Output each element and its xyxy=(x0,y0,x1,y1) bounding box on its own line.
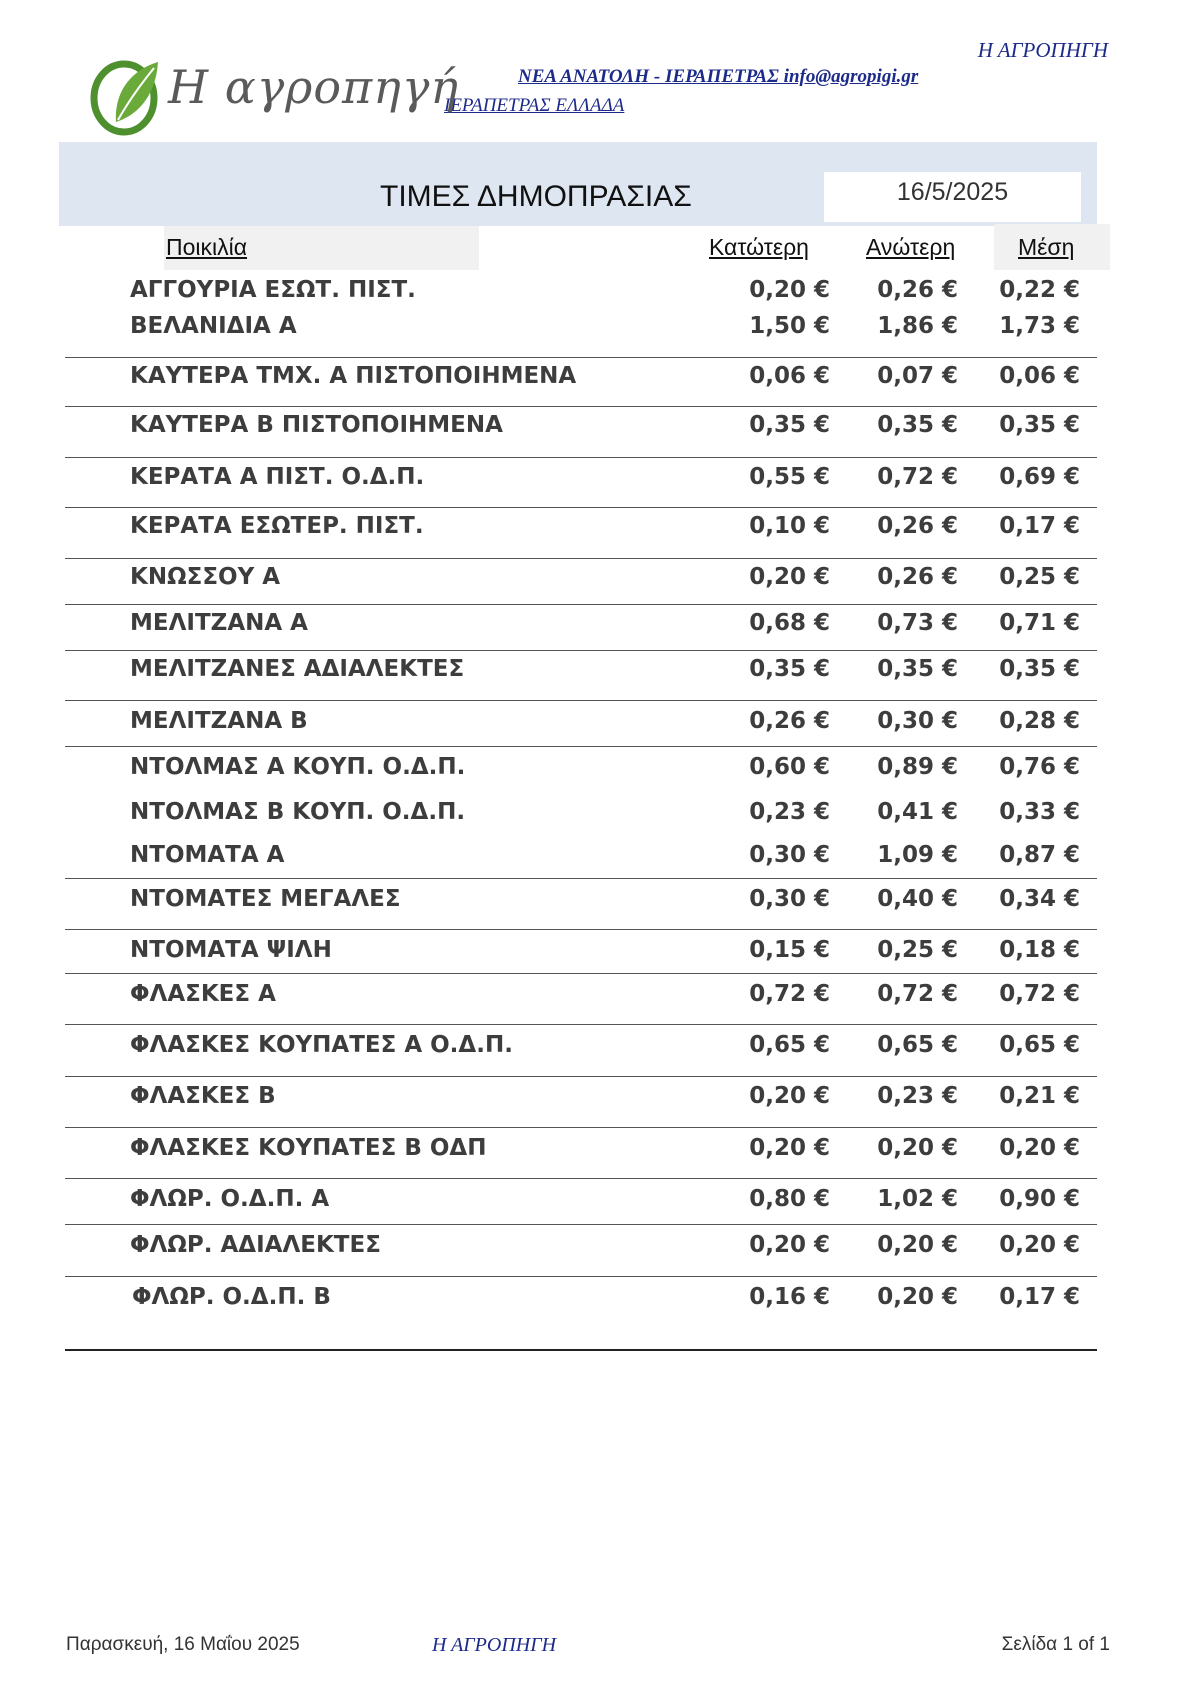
avg-price: 0,25 € xyxy=(999,564,1080,590)
high-price: 0,20 € xyxy=(877,1284,958,1310)
high-price: 0,41 € xyxy=(877,799,958,825)
avg-price: 0,28 € xyxy=(999,708,1080,734)
low-price: 0,20 € xyxy=(749,277,830,303)
low-price: 0,30 € xyxy=(749,842,830,868)
table-row xyxy=(0,794,1200,830)
table-row xyxy=(0,1078,1200,1114)
variety-name: ΦΛΑΣΚΕΣ ΚΟΥΠΑΤΕΣ Β ΟΔΠ xyxy=(130,1135,487,1161)
high-price: 0,07 € xyxy=(877,363,958,389)
row-divider xyxy=(65,1024,1097,1025)
high-price: 0,20 € xyxy=(877,1135,958,1161)
avg-price: 0,72 € xyxy=(999,981,1080,1007)
high-price: 0,26 € xyxy=(877,513,958,539)
variety-name: ΦΛΑΣΚΕΣ Β xyxy=(130,1083,276,1109)
avg-price: 0,21 € xyxy=(999,1083,1080,1109)
row-divider xyxy=(65,1276,1097,1277)
row-divider xyxy=(65,973,1097,974)
low-price: 0,30 € xyxy=(749,886,830,912)
company-logo xyxy=(86,52,459,142)
variety-name: ΚΑΥΤΕΡΑ Β ΠΙΣΤΟΠΟΙΗΜΕΝΑ xyxy=(130,412,503,438)
variety-name: ΚΕΡΑΤΑ ΕΣΩΤΕΡ. ΠΙΣΤ. xyxy=(130,513,424,539)
address-line-2: ΙΕΡΑΠΕΤΡΑΣ ΕΛΛΑΔΑ xyxy=(444,95,625,116)
avg-price: 0,22 € xyxy=(999,277,1080,303)
high-price: 0,35 € xyxy=(877,412,958,438)
low-price: 0,68 € xyxy=(749,610,830,636)
low-price: 0,20 € xyxy=(749,564,830,590)
table-row xyxy=(0,358,1200,394)
table-row xyxy=(0,976,1200,1012)
auction-date: 16/5/2025 xyxy=(896,178,1009,206)
column-header-avg: Μέση xyxy=(1018,234,1075,260)
avg-price: 0,71 € xyxy=(999,610,1080,636)
leaf-logo-icon xyxy=(86,52,176,142)
logo-wordmark: Η αγροπηγή xyxy=(168,60,459,114)
high-price: 0,26 € xyxy=(877,564,958,590)
table-row xyxy=(0,749,1200,785)
low-price: 0,10 € xyxy=(749,513,830,539)
company-name: Η ΑΓΡΟΠΗΓΗ xyxy=(977,38,1108,62)
avg-price: 0,20 € xyxy=(999,1232,1080,1258)
avg-price: 0,87 € xyxy=(999,842,1080,868)
variety-name: ΝΤΟΛΜΑΣ Β ΚΟΥΠ. Ο.Δ.Π. xyxy=(130,799,466,825)
footer-date: Παρασκευή, 16 Μαΐου 2025 xyxy=(66,1634,300,1655)
row-divider xyxy=(65,1224,1097,1225)
table-row xyxy=(0,1130,1200,1166)
high-price: 1,09 € xyxy=(877,842,958,868)
page-title: ΤΙΜΕΣ ΔΗΜΟΠΡΑΣΙΑΣ xyxy=(380,180,692,213)
low-price: 0,16 € xyxy=(749,1284,830,1310)
high-price: 0,26 € xyxy=(877,277,958,303)
table-row xyxy=(0,1181,1200,1217)
avg-price: 0,69 € xyxy=(999,464,1080,490)
table-row xyxy=(0,1027,1200,1063)
table-row xyxy=(0,407,1200,443)
table-row xyxy=(0,1279,1200,1315)
high-price: 0,23 € xyxy=(877,1083,958,1109)
low-price: 0,35 € xyxy=(749,656,830,682)
avg-price: 0,35 € xyxy=(999,412,1080,438)
variety-name: ΦΛΩΡ. Ο.Δ.Π. Α xyxy=(130,1186,330,1212)
table-row xyxy=(0,881,1200,917)
row-divider xyxy=(65,929,1097,930)
variety-name: ΚΑΥΤΕΡΑ ΤΜΧ. Α ΠΙΣΤΟΠΟΙΗΜΕΝΑ xyxy=(130,363,577,389)
column-header-low: Κατώτερη xyxy=(709,234,809,260)
high-price: 0,65 € xyxy=(877,1032,958,1058)
high-price: 0,72 € xyxy=(877,981,958,1007)
table-row xyxy=(0,703,1200,739)
table-row xyxy=(0,308,1200,344)
address-line-1: ΝΕΑ ΑΝΑΤΟΛΗ - ΙΕΡΑΠΕΤΡΑΣ info@agropigi.gr xyxy=(518,66,919,87)
variety-name: ΦΛΑΣΚΕΣ Α xyxy=(130,981,276,1007)
footer-company: Η ΑΓΡΟΠΗΓΗ xyxy=(432,1634,557,1656)
high-price: 0,20 € xyxy=(877,1232,958,1258)
row-divider xyxy=(65,1127,1097,1128)
low-price: 0,55 € xyxy=(749,464,830,490)
table-row xyxy=(0,605,1200,641)
low-price: 0,26 € xyxy=(749,708,830,734)
avg-price: 0,90 € xyxy=(999,1186,1080,1212)
table-row xyxy=(0,272,1200,308)
low-price: 0,20 € xyxy=(749,1135,830,1161)
row-divider xyxy=(65,457,1097,458)
variety-name: ΚΕΡΑΤΑ Α ΠΙΣΤ. Ο.Δ.Π. xyxy=(130,464,425,490)
variety-name: ΜΕΛΙΤΖΑΝΕΣ ΑΔΙΑΛΕΚΤΕΣ xyxy=(130,656,465,682)
table-row xyxy=(0,508,1200,544)
variety-name: ΜΕΛΙΤΖΑΝΑ Α xyxy=(130,610,308,636)
avg-price: 0,76 € xyxy=(999,754,1080,780)
high-price: 1,86 € xyxy=(877,313,958,339)
variety-name: ΦΛΩΡ. ΑΔΙΑΛΕΚΤΕΣ xyxy=(130,1232,381,1258)
high-price: 0,73 € xyxy=(877,610,958,636)
variety-name: ΝΤΟΜΑΤΑ Α xyxy=(130,842,285,868)
avg-price: 0,06 € xyxy=(999,363,1080,389)
low-price: 0,06 € xyxy=(749,363,830,389)
row-divider xyxy=(65,746,1097,747)
low-price: 0,80 € xyxy=(749,1186,830,1212)
row-divider xyxy=(65,700,1097,701)
column-header-variety: Ποικιλία xyxy=(166,234,248,260)
table-row xyxy=(0,651,1200,687)
low-price: 0,72 € xyxy=(749,981,830,1007)
avg-price: 0,17 € xyxy=(999,513,1080,539)
avg-price: 0,17 € xyxy=(999,1284,1080,1310)
low-price: 0,15 € xyxy=(749,937,830,963)
variety-name: ΜΕΛΙΤΖΑΝΑ Β xyxy=(130,708,308,734)
row-divider xyxy=(65,1076,1097,1077)
table-row xyxy=(0,1227,1200,1263)
avg-price: 0,20 € xyxy=(999,1135,1080,1161)
high-price: 0,30 € xyxy=(877,708,958,734)
high-price: 0,72 € xyxy=(877,464,958,490)
table-row xyxy=(0,559,1200,595)
column-header-high: Ανώτερη xyxy=(866,234,956,260)
table-bottom-border xyxy=(65,1349,1097,1351)
high-price: 1,02 € xyxy=(877,1186,958,1212)
high-price: 0,40 € xyxy=(877,886,958,912)
avg-price: 0,18 € xyxy=(999,937,1080,963)
low-price: 1,50 € xyxy=(749,313,830,339)
variety-name: ΑΓΓΟΥΡΙΑ ΕΣΩΤ. ΠΙΣΤ. xyxy=(130,277,416,303)
variety-name: ΦΛΩΡ. Ο.Δ.Π. Β xyxy=(132,1284,331,1310)
table-row xyxy=(0,837,1200,873)
low-price: 0,23 € xyxy=(749,799,830,825)
low-price: 0,20 € xyxy=(749,1232,830,1258)
footer-page-number: Σελίδα 1 of 1 xyxy=(1001,1634,1110,1655)
table-row xyxy=(0,459,1200,495)
avg-price: 0,65 € xyxy=(999,1032,1080,1058)
variety-name: ΝΤΟΜΑΤΕΣ ΜΕΓΑΛΕΣ xyxy=(130,886,401,912)
high-price: 0,89 € xyxy=(877,754,958,780)
row-divider xyxy=(65,878,1097,879)
high-price: 0,35 € xyxy=(877,656,958,682)
low-price: 0,65 € xyxy=(749,1032,830,1058)
variety-name: ΦΛΑΣΚΕΣ ΚΟΥΠΑΤΕΣ Α Ο.Δ.Π. xyxy=(130,1032,513,1058)
low-price: 0,20 € xyxy=(749,1083,830,1109)
high-price: 0,25 € xyxy=(877,937,958,963)
variety-name: ΒΕΛΑΝΙΔΙΑ Α xyxy=(130,313,297,339)
variety-name: ΚΝΩΣΣΟΥ Α xyxy=(130,564,281,590)
low-price: 0,35 € xyxy=(749,412,830,438)
avg-price: 0,35 € xyxy=(999,656,1080,682)
avg-price: 1,73 € xyxy=(999,313,1080,339)
low-price: 0,60 € xyxy=(749,754,830,780)
row-divider xyxy=(65,1178,1097,1179)
avg-price: 0,33 € xyxy=(999,799,1080,825)
table-row xyxy=(0,932,1200,968)
variety-name: ΝΤΟΛΜΑΣ Α ΚΟΥΠ. Ο.Δ.Π. xyxy=(130,754,466,780)
variety-name: ΝΤΟΜΑΤΑ ΨΙΛΗ xyxy=(130,937,332,963)
avg-price: 0,34 € xyxy=(999,886,1080,912)
